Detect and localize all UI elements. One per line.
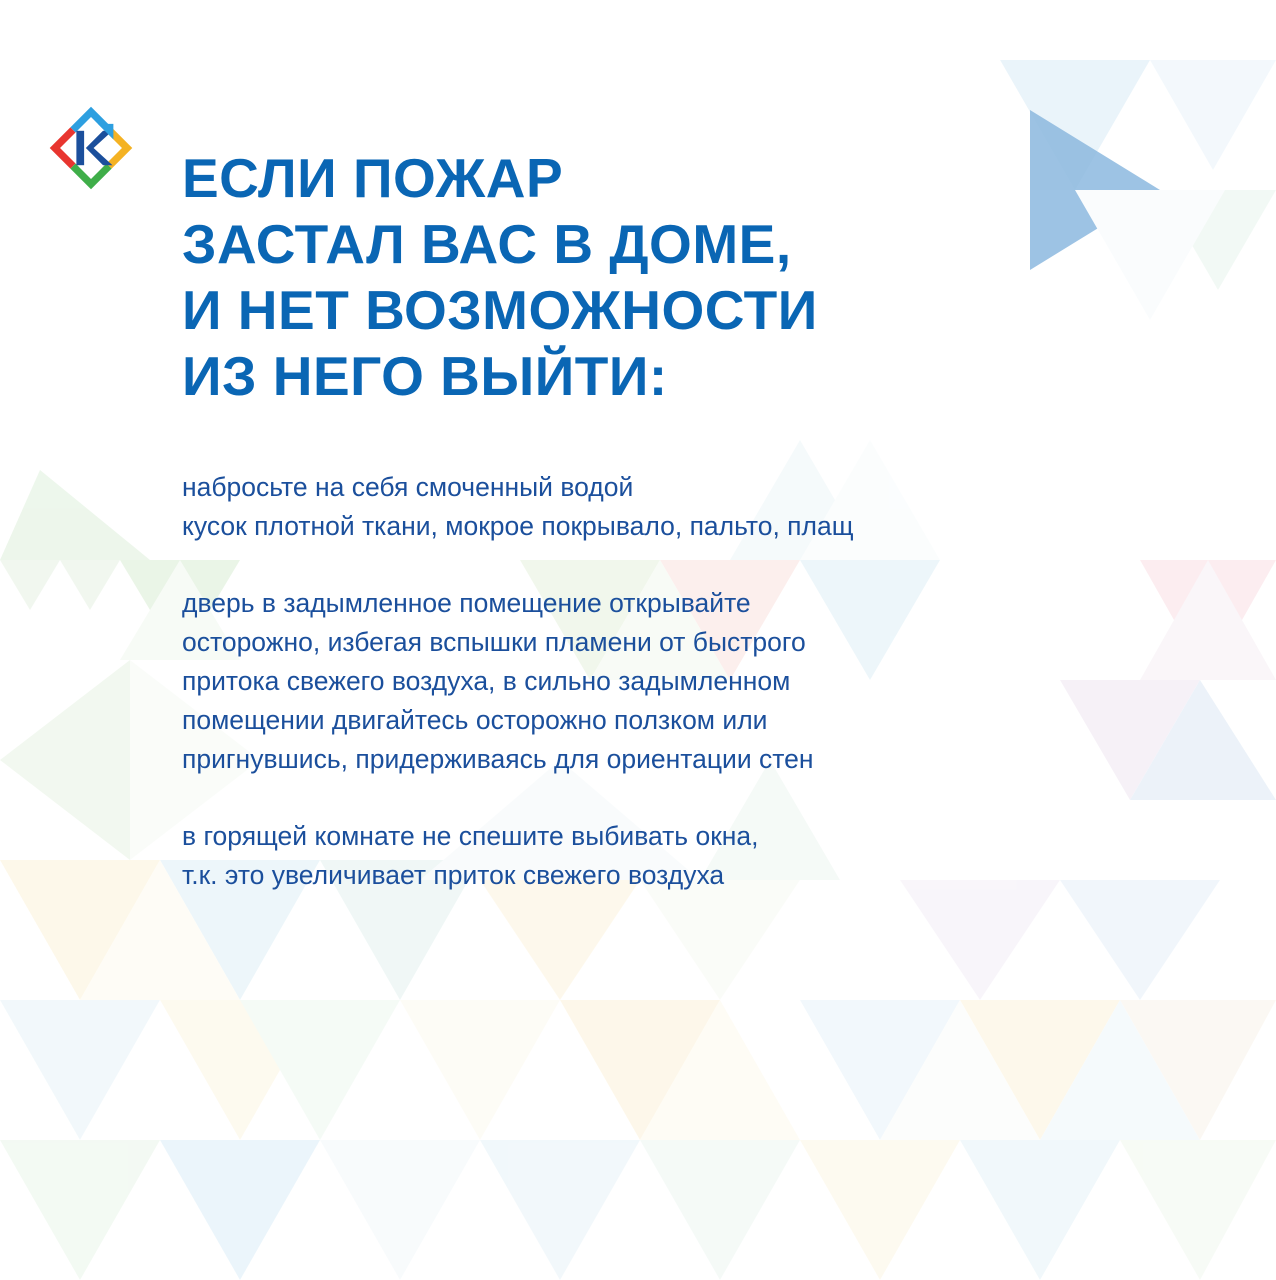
kaluga-region-logo-icon (48, 105, 134, 191)
title-line: И НЕТ ВОЗМОЖНОСТИ (182, 278, 818, 341)
page-title (182, 145, 1082, 409)
title-line: ЕСЛИ ПОЖАР (182, 146, 564, 209)
instructions-list (182, 468, 1192, 895)
instruction-line: набросьте на себя смоченный водой (182, 472, 634, 502)
title-line: ИЗ НЕГО ВЫЙТИ: (182, 344, 668, 407)
instruction-line: осторожно, избегая вспышки пламени от быстрого (182, 627, 806, 657)
title-line: ЗАСТАЛ ВАС В ДОМЕ, (182, 212, 792, 275)
instruction-line: пригнувшись, придерживаясь для ориентации стен (182, 744, 814, 774)
instruction-line: притока свежего воздуха, в сильно задымленном (182, 666, 791, 696)
instruction-line: т.к. это увеличивает приток свежего воздуха (182, 860, 725, 890)
instruction-item (182, 468, 1192, 546)
instruction-line: в горящей комнате не спешите выбивать окна, (182, 821, 759, 851)
instruction-line: кусок плотной ткани, мокрое покрывало, пальто, плащ (182, 511, 854, 541)
instruction-line: дверь в задымленное помещение открывайте (182, 588, 751, 618)
instruction-line: помещении двигайтесь осторожно ползком или (182, 705, 768, 735)
instruction-item (182, 584, 1192, 779)
instruction-item (182, 817, 1192, 895)
